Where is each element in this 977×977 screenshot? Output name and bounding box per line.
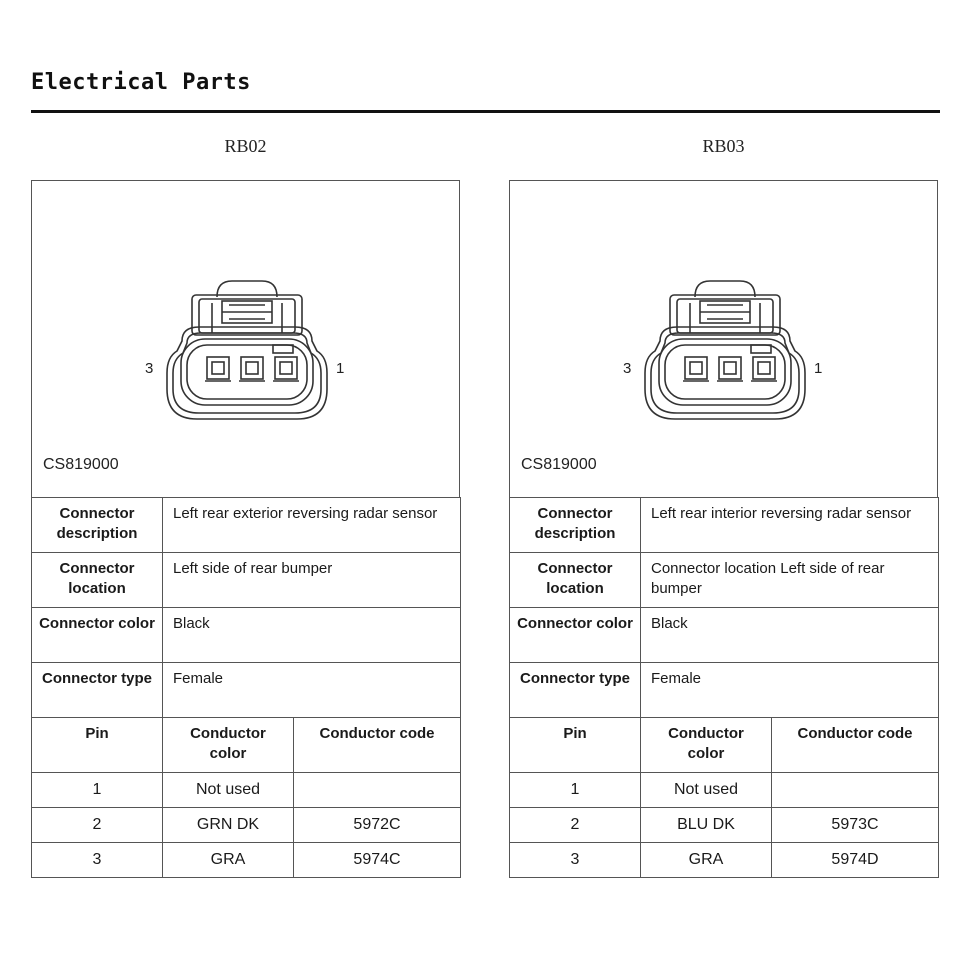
table-row [32, 773, 461, 808]
conductor-color: Not used [163, 773, 294, 808]
connector-name: RB02 [224, 136, 267, 156]
column-header-conductor-color: Conductor color [641, 718, 772, 773]
type-label: Connector type [32, 663, 163, 718]
conductor-code: 5973C [772, 808, 939, 843]
pin-number: 1 [510, 773, 641, 808]
row-location [510, 553, 939, 608]
conductor-color: GRA [641, 843, 772, 878]
type-value: Female [163, 663, 461, 718]
table-row [32, 808, 461, 843]
location-value: Connector location Left side of rear bumper [641, 553, 939, 608]
drawing-code: CS819000 [521, 456, 597, 473]
description-value: Left rear exterior reversing radar sensor [163, 498, 461, 553]
color-label: Connector color [32, 608, 163, 663]
row-type [510, 663, 939, 718]
table-row [32, 843, 461, 878]
pin-number: 2 [510, 808, 641, 843]
pin-table-header [32, 718, 461, 773]
conductor-color: Not used [641, 773, 772, 808]
conductor-code [294, 773, 461, 808]
column-header-pin: Pin [510, 718, 641, 773]
conductor-color: GRN DK [163, 808, 294, 843]
location-value: Left side of rear bumper [163, 553, 461, 608]
column-header-pin: Pin [32, 718, 163, 773]
drawing-code: CS819000 [43, 456, 119, 473]
type-label: Connector type [510, 663, 641, 718]
row-color [32, 608, 461, 663]
conductor-color: BLU DK [641, 808, 772, 843]
connector-face-icon [137, 271, 357, 431]
description-value: Left rear interior reversing radar sensor [641, 498, 939, 553]
color-value: Black [163, 608, 461, 663]
pin-table-header [510, 718, 939, 773]
conductor-code: 5974D [772, 843, 939, 878]
connector-face-icon [615, 271, 835, 431]
pin-number: 3 [510, 843, 641, 878]
column-header-conductor-code: Conductor code [294, 718, 461, 773]
connector-info-table [31, 497, 461, 878]
location-label: Connector location [510, 553, 641, 608]
connector-drawing [31, 180, 460, 497]
pin-label-right: 1 [814, 360, 823, 377]
pin-label-right: 1 [336, 360, 345, 377]
connector-info-table [509, 497, 939, 878]
connector-panel-rb02 [31, 136, 460, 878]
conductor-code [772, 773, 939, 808]
description-label: Connector description [32, 498, 163, 553]
column-header-conductor-code: Conductor code [772, 718, 939, 773]
table-row [510, 843, 939, 878]
table-row [510, 773, 939, 808]
title-rule [31, 110, 940, 113]
page-title: Electrical Parts [31, 70, 251, 95]
pin-number: 2 [32, 808, 163, 843]
connector-name: RB03 [702, 136, 745, 156]
row-color [510, 608, 939, 663]
pin-number: 1 [32, 773, 163, 808]
pin-number: 3 [32, 843, 163, 878]
table-row [510, 808, 939, 843]
color-value: Black [641, 608, 939, 663]
row-type [32, 663, 461, 718]
conductor-code: 5974C [294, 843, 461, 878]
row-description [32, 498, 461, 553]
pin-label-left: 3 [623, 360, 632, 377]
location-label: Connector location [32, 553, 163, 608]
connector-panel-rb03 [509, 136, 938, 878]
row-description [510, 498, 939, 553]
color-label: Connector color [510, 608, 641, 663]
conductor-code: 5972C [294, 808, 461, 843]
column-header-conductor-color: Conductor color [163, 718, 294, 773]
description-label: Connector description [510, 498, 641, 553]
pin-label-left: 3 [145, 360, 154, 377]
row-location [32, 553, 461, 608]
type-value: Female [641, 663, 939, 718]
conductor-color: GRA [163, 843, 294, 878]
connector-drawing [509, 180, 938, 497]
